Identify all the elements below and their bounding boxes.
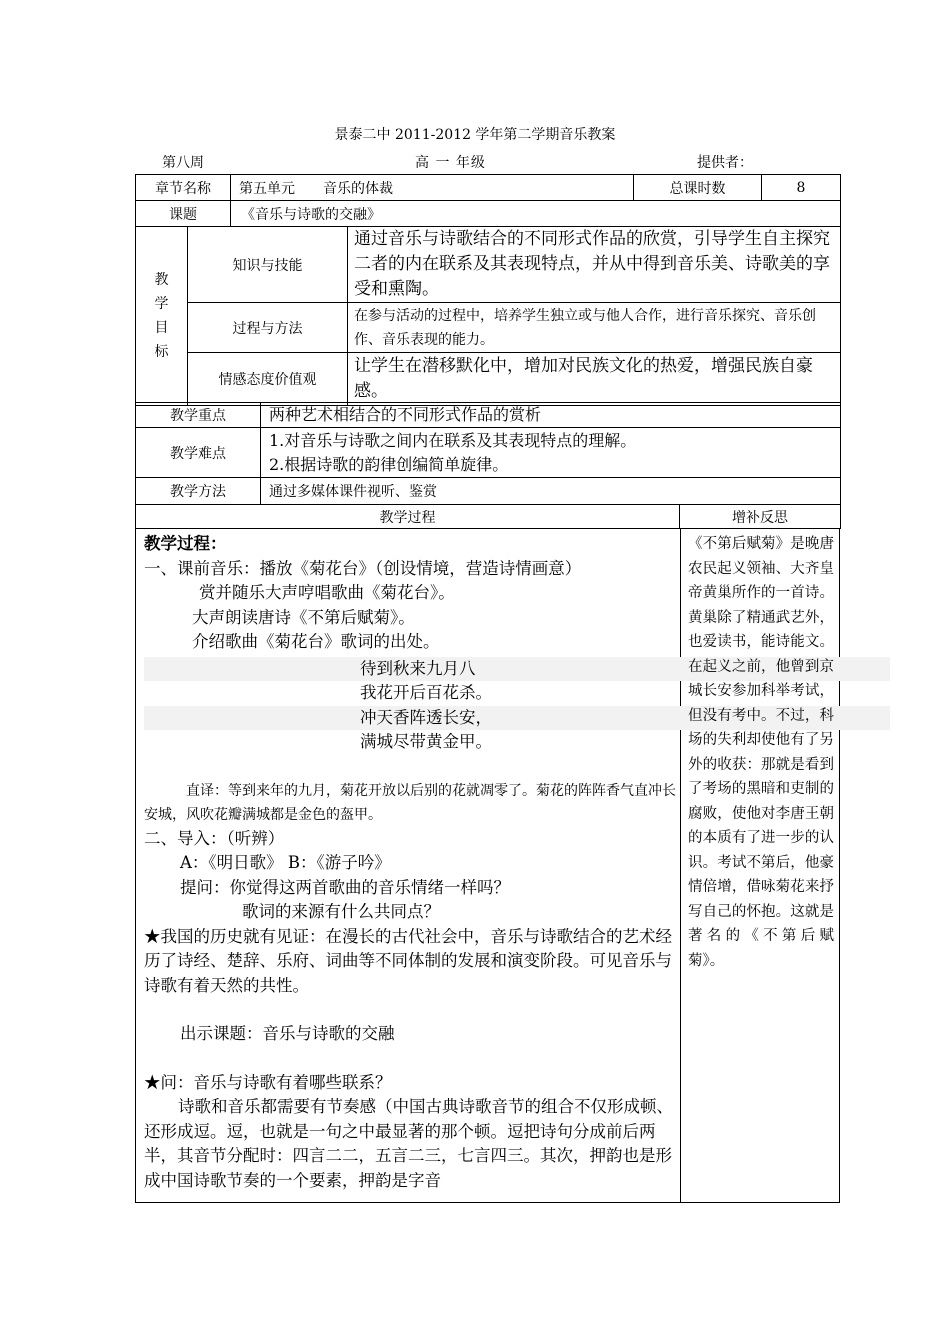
goal-process-text: 在参与活动的过程中，培养学生独立或与他人合作，进行音乐探究、音乐创作、音乐表现的能力。	[348, 303, 841, 353]
process-body	[135, 528, 840, 1203]
focus-table	[135, 402, 841, 505]
topic-value: 《音乐与诗歌的交融》	[231, 201, 841, 227]
goals-table	[135, 226, 841, 406]
chapter-table	[135, 174, 841, 227]
difficulty-line-2: 2.根据诗歌的韵律创编简单旋律。	[269, 454, 509, 474]
focus-label: 教学重点	[136, 403, 261, 428]
difficulty-value	[261, 428, 841, 478]
goals-label-char: 标	[154, 344, 169, 360]
step-1-item-c: 介绍歌曲《菊花台》歌词的出处。	[192, 632, 440, 651]
step-1-item-b: 大声朗读唐诗《不第后赋菊》。	[192, 607, 415, 627]
method-value: 通过多媒体课件视听、鉴赏	[261, 478, 841, 505]
step-2-title: 二、导入：（听辨）	[144, 828, 285, 848]
poem-translation: 直译：等到来年的九月，菊花开放以后别的花就凋零了。菊花的阵阵香气直冲长安城，风吹花瓣满城都是金色的盔甲。	[144, 782, 676, 823]
difficulty-line-1: 1.对音乐与诗歌之间内在联系及其表现特点的理解。	[269, 430, 637, 450]
step-2-question-2: 歌词的来源有什么共同点？	[242, 902, 440, 921]
topic-label: 课题	[136, 201, 231, 227]
poem-line: 冲天香阵透长安，	[144, 706, 890, 731]
poem-line: 待到秋来九月八	[144, 657, 890, 682]
total-hours-value: 8	[762, 175, 841, 201]
goal-knowledge-label: 知识与技能	[188, 227, 348, 303]
goals-label-char: 教	[154, 272, 169, 288]
step-2-songs: A：《明日歌》 B：《游子吟》	[180, 853, 391, 872]
answer-paragraph: 诗歌和音乐都需要有节奏感（中国古典诗歌音节的组合不仅形成顿、还形成逗。逗，也就是一句之中最显著的那个顿。逗把诗句分成前后两半，其音节分配时：四言二二，五言二三，七言四三。其次，押韵也是形成中国诗歌节奏的一个要素，押韵是字音	[144, 1097, 673, 1190]
week-label: 第八周	[162, 155, 204, 171]
difficulty-label: 教学难点	[136, 428, 261, 478]
column-divider	[680, 528, 681, 1202]
method-label: 教学方法	[136, 478, 261, 505]
question: ★问：音乐与诗歌有着哪些联系？	[144, 1072, 392, 1092]
chapter-value: 第五单元 音乐的体裁	[231, 175, 634, 201]
goals-label-char: 学	[154, 296, 169, 312]
poem-line: 满城尽带黄金甲。	[360, 732, 492, 751]
history-paragraph: ★我国的历史就有见证：在漫长的古代社会中，音乐与诗歌结合的艺术经历了诗经、楚辞、乐府、词曲等不同体制的发展和演变阶段。可见音乐与诗歌有着天然的共性。	[144, 926, 672, 995]
goal-attitude-label: 情感态度价值观	[188, 353, 348, 406]
provider-label: 提供者：	[697, 155, 753, 171]
process-header-table	[135, 504, 841, 529]
chapter-label: 章节名称	[136, 175, 231, 201]
goals-label	[136, 227, 188, 406]
total-hours-label: 总课时数	[634, 175, 762, 201]
poem-line: 我花开后百花杀。	[360, 683, 492, 702]
document-title: 景泰二中 2011-2012 学年第二学期音乐教案	[334, 127, 616, 143]
grade-label: 高 一 年级	[415, 155, 486, 171]
goal-knowledge-text: 通过音乐与诗歌结合的不同形式作品的欣赏，引导学生自主探究二者的内在联系及其表现特点，并从中得到音乐美、诗歌美的享受和熏陶。	[348, 227, 841, 303]
process-heading: 教学过程：	[144, 534, 227, 553]
step-1-title: 一、课前音乐：播放《菊花台》（创设情境，营造诗情画意）	[144, 558, 582, 578]
process-header: 教学过程	[136, 505, 680, 529]
reflection-content: 《不第后赋菊》是晚唐农民起义领袖、大齐皇帝黄巢所作的一首诗。黄巢除了精通武艺外，也爱读书，能诗能文。在起义之前，他曾到京城长安参加科举考试，但没有考中。不过，科场的失利却使他有了另外的收获：那就是看到了考场的黑暗和吏制的腐败，使他对李唐王朝的本质有了进一步的认识。考试不第后，他豪情倍增，借咏菊花来抒写自己的怀抱。这就是著名的《不第后赋菊》。	[688, 536, 834, 969]
focus-value: 两种艺术相结合的不同形式作品的赏析	[261, 403, 841, 428]
step-1-item-a: 赏并随乐大声哼唱歌曲《菊花台》。	[199, 583, 455, 602]
poem	[144, 657, 676, 755]
reflection-header: 增补反思	[680, 505, 841, 529]
process-content	[144, 532, 676, 1193]
goal-process-label: 过程与方法	[188, 303, 348, 353]
step-2-question-1: 提问：你觉得这两首歌曲的音乐情绪一样吗？	[180, 877, 510, 897]
goals-label-char: 目	[154, 320, 169, 336]
goal-attitude-text: 让学生在潜移默化中，增加对民族文化的热爱，增强民族自豪感。	[348, 353, 841, 406]
show-topic: 出示课题：音乐与诗歌的交融	[180, 1024, 395, 1043]
